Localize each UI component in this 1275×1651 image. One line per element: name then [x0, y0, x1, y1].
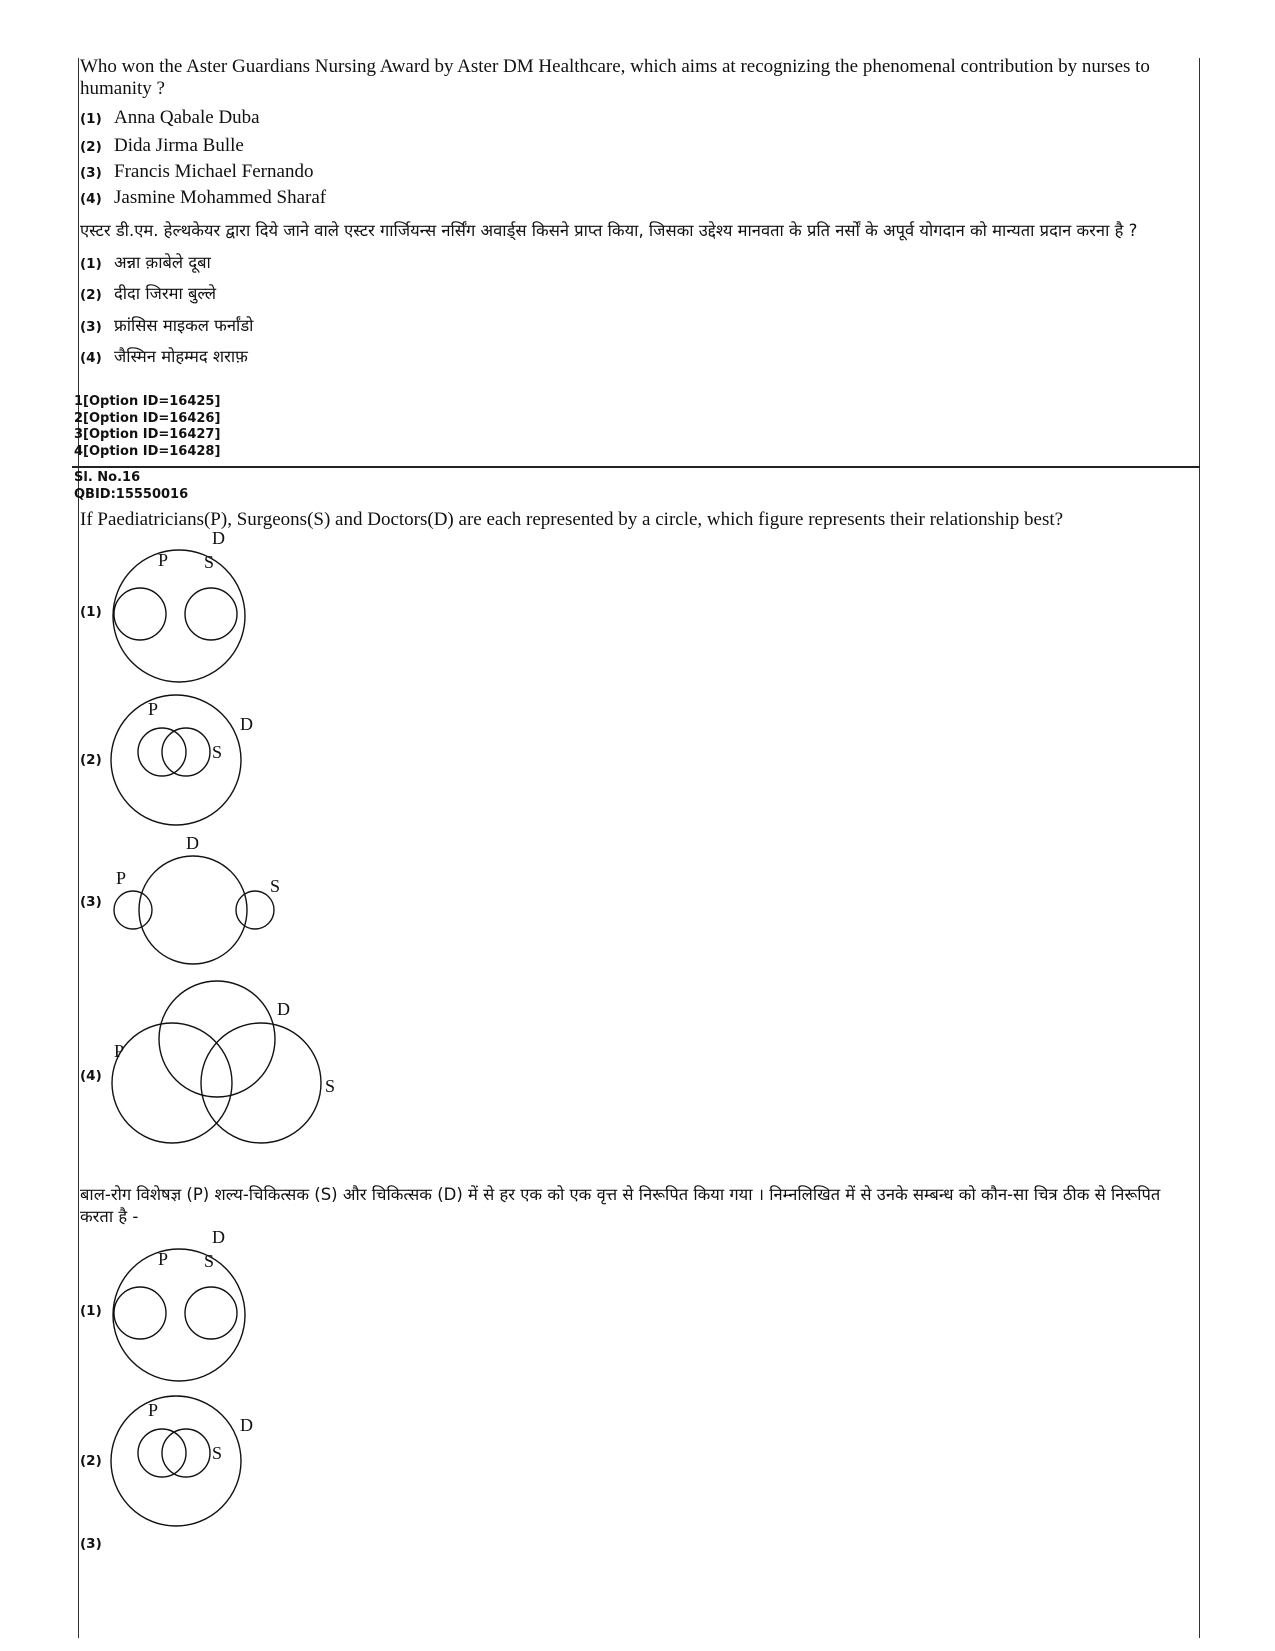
qbid: QBID:15550016: [74, 486, 189, 502]
option-number: (2): [80, 139, 102, 155]
page-border-left: [78, 58, 79, 1638]
option-number: (1): [80, 111, 102, 127]
label-s: S: [212, 742, 223, 762]
q15-option-4-hi: [80, 344, 248, 367]
option-text: Francis Michael Fernando: [114, 161, 314, 182]
figure-number: (4): [80, 1068, 102, 1084]
figure-number: (2): [80, 1453, 102, 1469]
label-p: P: [158, 1249, 169, 1269]
label-s: S: [204, 552, 215, 572]
q15-question-en: Who won the Aster Guardians Nursing Award by Aster DM Healthcare, which aims at recognizing the phenomenal contribution by nurses to humanity ?: [80, 56, 1150, 99]
label-d: D: [212, 1229, 225, 1247]
option-text: फ्रांसिस माइकल फर्नांडो: [114, 316, 254, 335]
label-d: D: [240, 714, 253, 734]
figure-4-venn-en: [100, 978, 350, 1178]
page-border-right: [1199, 58, 1200, 1638]
label-d: D: [277, 999, 290, 1019]
label-p: P: [114, 1041, 125, 1061]
option-number: (1): [80, 256, 102, 272]
option-text: दीदा जिरमा बुल्ले: [114, 284, 217, 303]
label-s: S: [270, 876, 281, 896]
label-d: D: [240, 1415, 253, 1435]
serial-number: Sl. No.16: [74, 470, 141, 485]
option-id: 3[Option ID=16427]: [74, 427, 221, 442]
label-d: D: [212, 530, 225, 548]
figure-number: (3): [80, 894, 102, 910]
option-number: (4): [80, 350, 102, 366]
q16-question-hi: बाल-रोग विशेषज्ञ (P) शल्य-चिकित्सक (S) और चिकित्सक (D) में से हर एक को एक वृत्त से निरूपित किया गया । निम्नलिखित में से उनके सम्बन्ध को कौन-सा चित्र ठीक से निरूपित करता है -: [80, 1185, 1161, 1226]
option-text: जैस्मिन मोहम्मद शराफ़: [114, 347, 248, 366]
figure-number: (1): [80, 1303, 102, 1319]
label-p: P: [116, 868, 127, 888]
option-number: (3): [80, 165, 102, 181]
q15-question-hi: एस्टर डी.एम. हेल्थकेयर द्वारा दिये जाने वाले एस्टर गार्जियन्स नर्सिंग अवार्ड्स किसने प्राप्त किया, जिसका उद्देश्य मानवता के प्रति नर्सों के अपूर्व योगदान को मान्यता प्रदान करना है ?: [80, 221, 1138, 240]
label-p: P: [148, 699, 159, 719]
label-s: S: [204, 1251, 215, 1271]
option-text: Dida Jirma Bulle: [114, 135, 244, 156]
q16-question-en: If Paediatricians(P), Surgeons(S) and Doctors(D) are each represented by a circle, which figure represents their relationship best?: [80, 509, 1064, 530]
label-d: D: [186, 834, 199, 853]
label-s: S: [325, 1076, 336, 1096]
label-p: P: [158, 550, 169, 570]
figure-3-venn-en: [100, 834, 300, 974]
q15-option-2-hi: [80, 281, 216, 304]
figure-number: (1): [80, 604, 102, 620]
figure-2-venn-hi: [100, 1393, 270, 1533]
question-divider: [72, 466, 1200, 468]
option-text: अन्ना क़ाबेले दूबा: [114, 253, 211, 272]
figure-1-venn-en: [100, 530, 270, 690]
option-number: (3): [80, 319, 102, 335]
label-p: P: [148, 1400, 159, 1420]
label-s: S: [212, 1443, 223, 1463]
option-id: 4[Option ID=16428]: [74, 443, 221, 459]
q15-option-ids: [74, 394, 220, 460]
option-text: Anna Qabale Duba: [114, 107, 260, 128]
option-number: (2): [80, 287, 102, 303]
option-id: 2[Option ID=16426]: [74, 410, 221, 426]
q15-option-3-hi: [80, 313, 253, 336]
option-text: Jasmine Mohammed Sharaf: [114, 187, 327, 208]
figure-2-venn-en: [100, 692, 270, 832]
figure-1-venn-hi: [100, 1229, 270, 1389]
q15-option-2-en: [80, 135, 244, 157]
option-number: (4): [80, 191, 102, 207]
figure-number: (3): [80, 1536, 102, 1552]
figure-number: (2): [80, 752, 102, 768]
q16-meta: [74, 470, 188, 503]
q15-option-1-hi: [80, 250, 211, 273]
q15-option-4-en: [80, 187, 326, 209]
option-id: 1[Option ID=16425]: [74, 394, 221, 409]
q15-option-3-en: [80, 161, 313, 183]
q15-option-1-en: [80, 107, 260, 129]
